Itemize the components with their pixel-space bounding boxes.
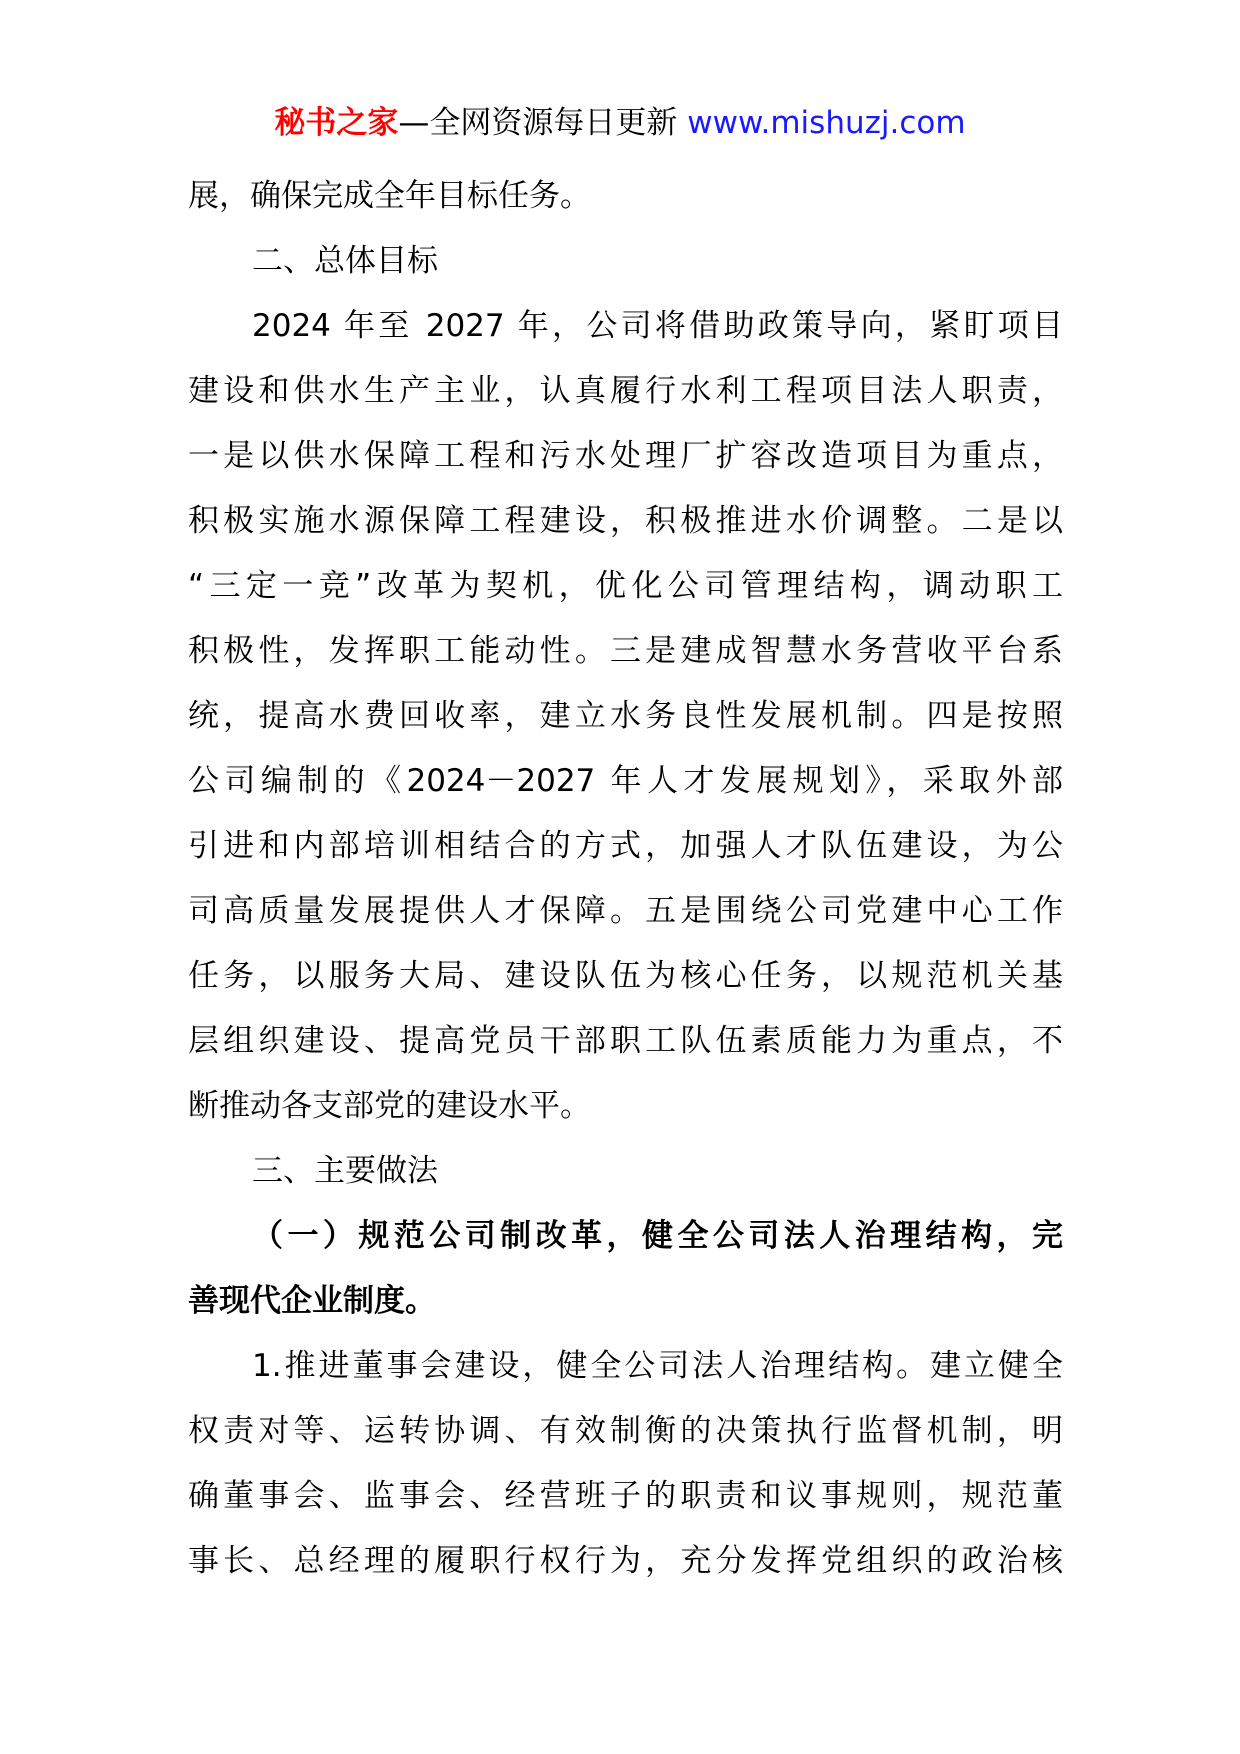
- section-heading-overall-goals: 二、总体目标: [252, 243, 438, 279]
- paragraph-line: 确董事会、监事会、经营班子的职责和议事规则，规范董: [188, 1478, 1063, 1514]
- paragraph-line: 1.推进董事会建设，健全公司法人治理结构。建立健全: [252, 1348, 1063, 1384]
- brand-name: 秘书之家: [274, 105, 399, 141]
- document-body: [188, 164, 1063, 1594]
- paragraph-line: 公司编制的《2024－2027 年人才发展规划》，采取外部: [188, 763, 1063, 799]
- paragraph-line: 任务，以服务大局、建设队伍为核心任务，以规范机关基: [188, 958, 1063, 994]
- paragraph-line: 积极性，发挥职工能动性。三是建成智慧水务营收平台系: [188, 633, 1063, 669]
- paragraph-line: 统，提高水费回收率，建立水务良性发展机制。四是按照: [188, 698, 1063, 734]
- paragraph-line: 事长、总经理的履职行权行为，充分发挥党组织的政治核: [188, 1543, 1063, 1579]
- section-heading-main-practices: 三、主要做法: [252, 1153, 438, 1189]
- site-header: [0, 98, 1240, 148]
- header-tagline: —全网资源每日更新: [398, 105, 678, 141]
- paragraph-line: 积极实施水源保障工程建设，积极推进水价调整。二是以: [188, 503, 1063, 539]
- subsection-heading: （一）规范公司制改革，健全公司法人治理结构，完: [252, 1218, 1063, 1254]
- paragraph-line: 建设和供水生产主业，认真履行水利工程项目法人职责，: [188, 373, 1063, 409]
- paragraph-line: “三定一竞”改革为契机，优化公司管理结构，调动职工: [188, 568, 1063, 604]
- paragraph-continuation: 展，确保完成全年目标任务。: [188, 178, 591, 214]
- paragraph-line: 2024 年至 2027 年，公司将借助政策导向，紧盯项目: [252, 308, 1063, 344]
- paragraph-line-last: 断推动各支部党的建设水平。: [188, 1088, 591, 1124]
- paragraph-line: 权责对等、运转协调、有效制衡的决策执行监督机制，明: [188, 1413, 1063, 1449]
- paragraph-line: 引进和内部培训相结合的方式，加强人才队伍建设，为公: [188, 828, 1063, 864]
- site-url-link[interactable]: www.mishuzj.com: [687, 105, 966, 141]
- paragraph-line: 层组织建设、提高党员干部职工队伍素质能力为重点，不: [188, 1023, 1063, 1059]
- subsection-heading-cont: 善现代企业制度。: [188, 1283, 436, 1319]
- paragraph-line: 司高质量发展提供人才保障。五是围绕公司党建中心工作: [188, 893, 1063, 929]
- paragraph-line: 一是以供水保障工程和污水处理厂扩容改造项目为重点，: [188, 438, 1063, 474]
